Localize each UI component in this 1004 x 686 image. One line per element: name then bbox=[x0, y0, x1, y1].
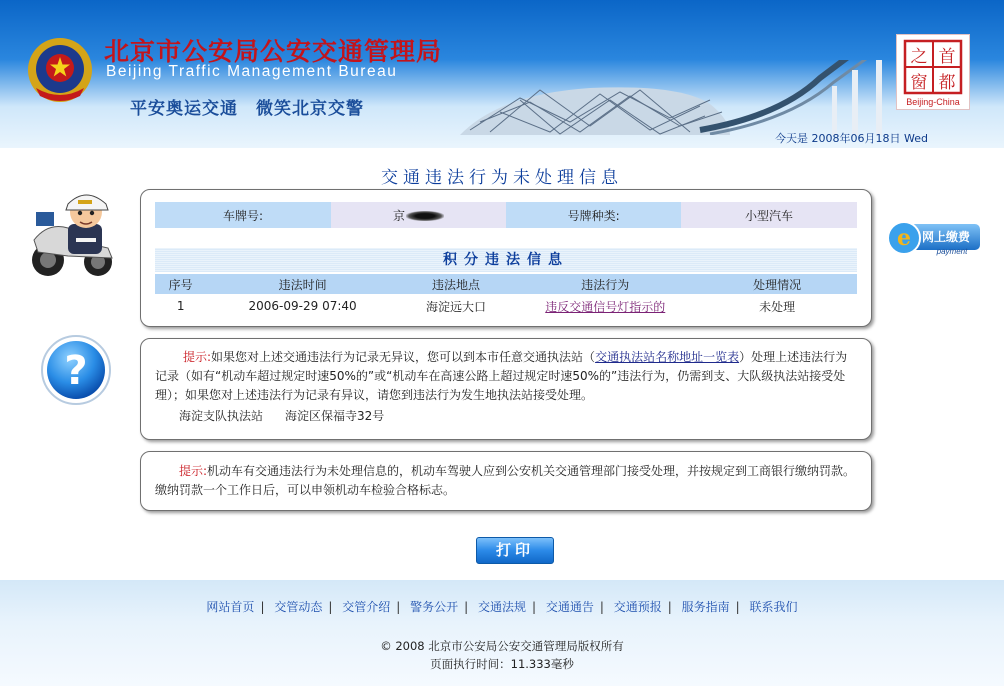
footer-link-guide[interactable]: 服务指南 bbox=[681, 600, 730, 614]
row-place: 海淀远大口 bbox=[425, 299, 486, 314]
copyright: © 2008 北京市公安局公安交通管理局版权所有 bbox=[380, 639, 624, 653]
help-question-icon bbox=[40, 334, 112, 406]
footer-link-forecast[interactable]: 交通预报 bbox=[613, 600, 662, 614]
station-name: 海淀支队执法站 bbox=[179, 409, 264, 423]
birds-nest-stadium-image bbox=[460, 60, 900, 135]
online-payment-en: payment bbox=[936, 247, 968, 256]
execution-time: 页面执行时间：11.333毫秒 bbox=[430, 657, 574, 671]
footer-link-notices[interactable]: 交通通告 bbox=[545, 600, 594, 614]
site-slogan: 平安奥运交通 微笑北京交警 bbox=[130, 99, 364, 119]
tip-2-label: 提示: bbox=[179, 464, 208, 478]
plate-number-label: 车牌号: bbox=[155, 202, 331, 228]
svg-text:窗: 窗 bbox=[910, 73, 928, 93]
online-payment-icon bbox=[882, 214, 982, 262]
current-date: 今天是 2008年06月18日 Wed bbox=[775, 132, 928, 145]
table-row bbox=[155, 294, 857, 318]
footer-link-contact[interactable]: 联系我们 bbox=[749, 600, 798, 614]
plate-type-value: 小型汽车 bbox=[681, 202, 857, 228]
site-title-cn: 北京市公安局公安交通管理局 bbox=[104, 37, 443, 66]
row-behavior bbox=[513, 294, 697, 318]
print-button[interactable]: 打印 bbox=[476, 537, 554, 564]
station-list-link[interactable]: 交通执法站名称地址一览表 bbox=[595, 350, 740, 364]
station-info bbox=[179, 407, 384, 426]
row-time: 2006-09-29 07:40 bbox=[248, 299, 357, 313]
site-footer bbox=[0, 580, 1004, 686]
capital-en-text: Beijing-China bbox=[906, 97, 960, 107]
footer-link-news[interactable]: 交管动态 bbox=[274, 600, 323, 614]
tip-2-text: 提示:机动车有交通违法行为未处理信息的，机动车驾驶人应到公安机关交通管理部门接受处理，并按规定到工商银行缴纳罚款。缴纳罚款一个工作日后，可以申领机动车检验合格标志。 bbox=[155, 464, 856, 497]
site-header bbox=[0, 0, 1004, 148]
traffic-police-mascot-image bbox=[28, 182, 120, 282]
col-header-behavior: 违法行为 bbox=[513, 274, 697, 294]
violation-table bbox=[155, 274, 857, 318]
tip-1-text: 提示:如果您对上述交通违法行为记录无异议，您可以到本市任意交通执法站（交通执法站名称地址一览表）处理上述违法行为记录（如有“机动车超过规定时速50%的”或“机动车在高速公路上超过规定时速50%的”违法行为，仍需到支、大队级执法站接受处理）；如果您对上述违法行为记录有异议，请您到违法行为发生地执法站接受处理。 bbox=[155, 350, 848, 402]
points-violation-section-title: 积分违法信息 bbox=[155, 248, 857, 272]
plate-number-value: 京 bbox=[331, 202, 506, 228]
tip-1-label: 提示: bbox=[183, 350, 212, 364]
row-status: 未处理 bbox=[759, 299, 796, 314]
online-payment-label: 网上缴费 bbox=[921, 230, 971, 244]
col-header-place: 违法地点 bbox=[399, 274, 513, 294]
plate-type-label: 号牌种类: bbox=[506, 202, 681, 228]
svg-text:之: 之 bbox=[910, 47, 928, 67]
capital-window-logo[interactable] bbox=[896, 34, 970, 110]
footer-link-disclosure[interactable]: 警务公开 bbox=[410, 600, 459, 614]
tip-panel-2 bbox=[140, 451, 872, 511]
footer-link-home[interactable]: 网站首页 bbox=[206, 600, 255, 614]
violation-info-panel bbox=[140, 189, 872, 327]
police-emblem-icon bbox=[26, 36, 94, 104]
footer-link-regulations[interactable]: 交通法规 bbox=[477, 600, 526, 614]
station-address: 海淀区保福寺32号 bbox=[285, 409, 385, 423]
col-header-time: 违法时间 bbox=[206, 274, 398, 294]
page-title: 交通违法行为未处理信息 bbox=[381, 168, 623, 188]
svg-text:e: e bbox=[897, 225, 911, 251]
footer-nav: 网站首页 | 交管动态 | 交管介绍 | 警务公开 | 交通法规 | 交通通告 | 交通预报 | 服务指南 | 联系我们 bbox=[206, 600, 798, 614]
row-no: 1 bbox=[176, 299, 185, 313]
svg-text:都: 都 bbox=[938, 73, 956, 93]
plate-info-table bbox=[155, 202, 857, 228]
col-header-status: 处理情况 bbox=[697, 274, 857, 294]
site-title-en: Beijing Traffic Management Bureau bbox=[106, 63, 398, 80]
tip-panel-1 bbox=[140, 338, 872, 440]
plate-number-redaction bbox=[406, 211, 444, 221]
footer-link-about[interactable]: 交管介绍 bbox=[342, 600, 391, 614]
violation-behavior-link[interactable]: 违反交通信号灯指示的 bbox=[545, 299, 666, 314]
col-header-no: 序号 bbox=[155, 274, 206, 294]
violation-table-header bbox=[155, 274, 857, 294]
online-payment-button[interactable] bbox=[882, 214, 982, 262]
svg-text:首: 首 bbox=[938, 47, 956, 67]
capital-window-icon bbox=[897, 35, 969, 109]
svg-text:?: ? bbox=[64, 348, 88, 394]
